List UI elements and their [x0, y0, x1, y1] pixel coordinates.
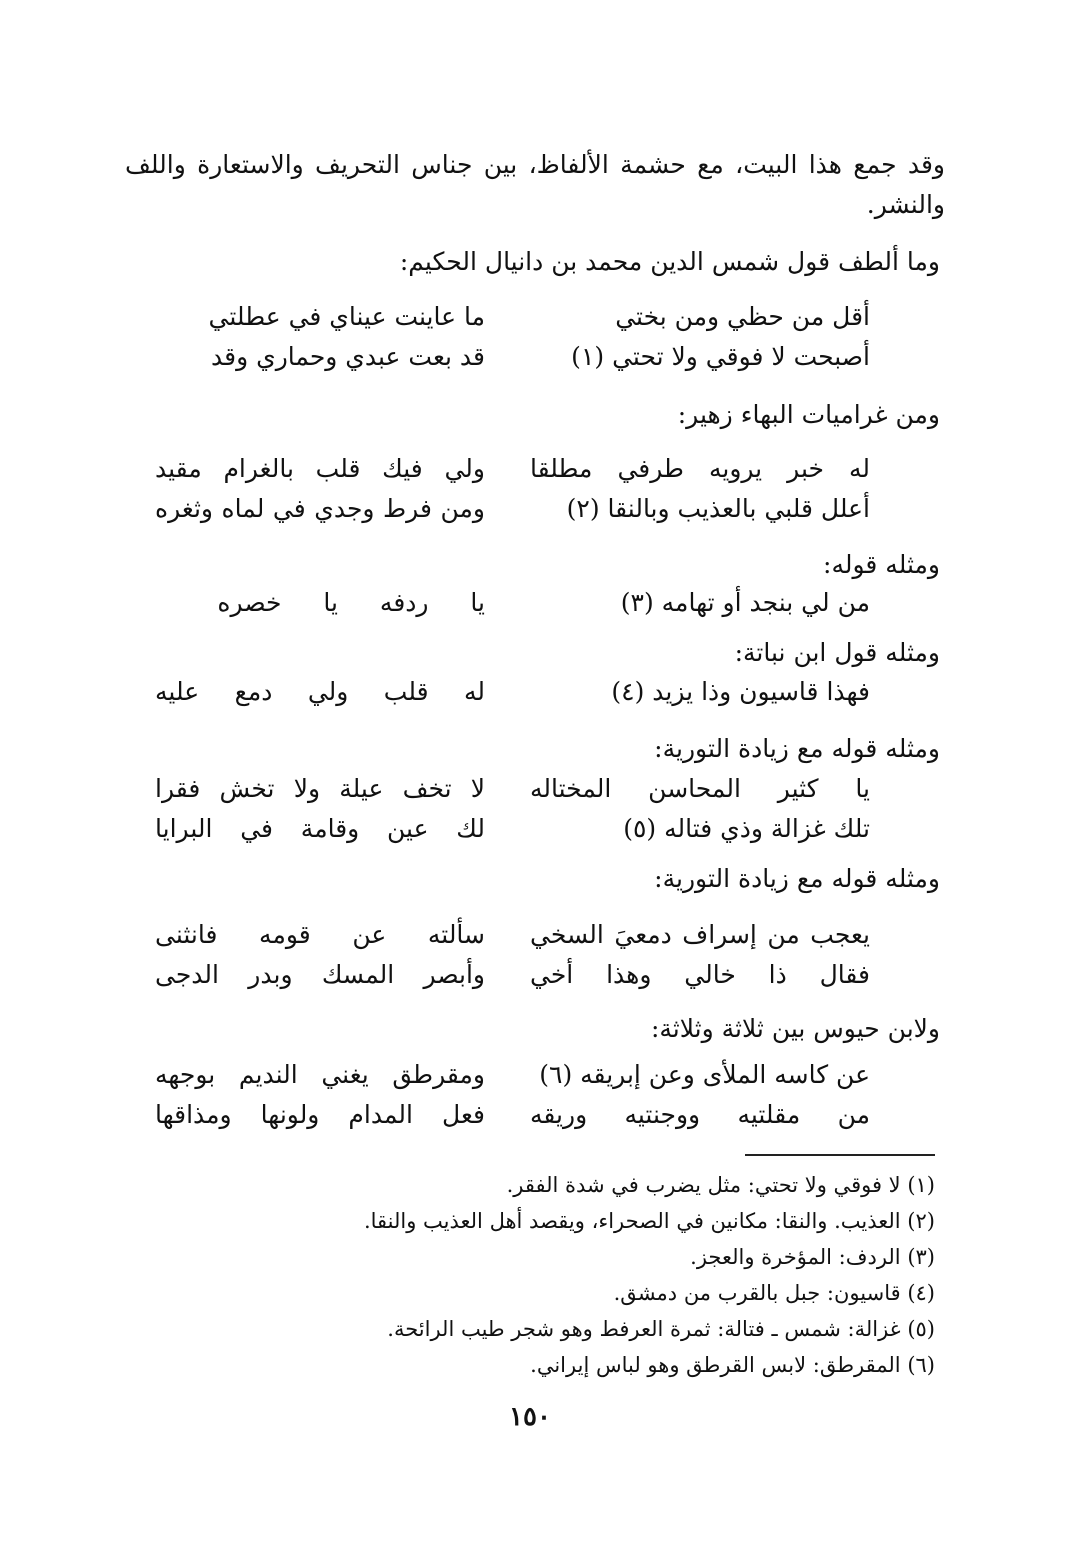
- verse-2-2-first: ومن فرط وجدي في لماه وثغره: [155, 494, 485, 523]
- verse-7-1-first: ومقرطق يغني النديم بوجهه: [155, 1060, 485, 1089]
- verse-1-2-second: أصبحت لا فوقي ولا تحتي (١): [571, 342, 870, 371]
- footnote-1: (١) لا فوقي ولا تحتي: مثل يضرب في شدة الفقر.: [506, 1173, 935, 1197]
- verse-6-1-second: يعجب من إسراف دمعيَ السخي: [530, 920, 870, 949]
- intro-6: ومثله قوله مع زيادة التورية:: [654, 864, 940, 893]
- verse-7-1-second: عن كاسه الملأى وعن إبريقه (٦): [539, 1060, 870, 1089]
- verse-2-1-second: له خبر يرويه طرفي مطلقا: [530, 454, 870, 483]
- footnote-3: (٣) الردف: المؤخرة والعجز.: [690, 1245, 935, 1269]
- paragraph-1: وقد جمع هذا البيت، مع حشمة الألفاظ، بين جناس التحريف والاستعارة واللف والنشر.: [125, 150, 945, 219]
- verse-1-1-first: ما عاينت عيناي في عطلتي: [208, 302, 485, 331]
- intro-7: ولابن حيوس بين ثلاثة وثلاثة:: [650, 1014, 940, 1043]
- verse-4-1-second: فهذا قاسيون وذا يزيد (٤): [611, 677, 870, 706]
- footnote-6: (٦) المقرطق: لابس القرطق وهو لباس إيراني.: [530, 1353, 935, 1377]
- verse-3-1-first: يا ردفه يا خصره: [217, 588, 485, 617]
- verse-6-1-first: سألته عن قومه فانثنى: [155, 920, 485, 949]
- page-number: ١٥٠: [509, 1402, 551, 1432]
- intro-1: وما ألطف قول شمس الدين محمد بن دانيال الحكيم:: [399, 247, 940, 276]
- verse-2-2-second: أعلل قلبي بالعذيب وبالنقا (٢): [566, 494, 870, 523]
- verse-6-2-second: فقال ذا خالي وهذا أخي: [530, 960, 870, 989]
- footnote-2: (٢) العذيب. والنقا: مكانين في الصحراء، ويقصد أهل العذيب والنقا.: [363, 1209, 935, 1233]
- verse-7-2-second: من مقلتيه ووجنتيه وريقه: [530, 1100, 870, 1129]
- intro-3: ومثله قوله:: [823, 550, 940, 579]
- verse-1-1-second: أقل من حظي ومن بختي: [615, 302, 870, 331]
- verse-1-2-first: قد بعت عبدي وحماري وقد: [211, 342, 485, 371]
- intro-5: ومثله قوله مع زيادة التورية:: [654, 734, 940, 763]
- verse-5-1-second: يا كثير المحاسن المختاله: [530, 774, 870, 803]
- verse-5-2-first: لك عين وقامة في البرايا: [155, 814, 485, 843]
- footnote-5: (٥) غزالة: شمس ـ فتالة: ثمرة العرفط وهو شجر طيب الرائحة.: [387, 1317, 935, 1341]
- verse-4-1-first: له قلب ولي دمع عليه: [155, 677, 485, 706]
- intro-2: ومن غراميات البهاء زهير:: [677, 400, 940, 429]
- verse-3-1-second: من لي بنجد أو تهامه (٣): [620, 588, 870, 617]
- verse-2-1-first: ولي فيك قلب بالغرام مقيد: [155, 454, 485, 483]
- footnote-4: (٤) قاسيون: جبل بالقرب من دمشق.: [613, 1281, 935, 1305]
- verse-6-2-first: وأبصر المسك وبدر الدجى: [155, 960, 485, 989]
- intro-4: ومثله قول ابن نباتة:: [734, 638, 940, 667]
- verse-7-2-first: فعل المدام ولونها ومذاقها: [155, 1100, 485, 1129]
- footnote-divider: [745, 1154, 935, 1156]
- verse-5-1-first: لا تخف عيلة ولا تخش فقرا: [155, 774, 485, 803]
- verse-5-2-second: تلك غزالة وذي فتاله (٥): [623, 814, 870, 843]
